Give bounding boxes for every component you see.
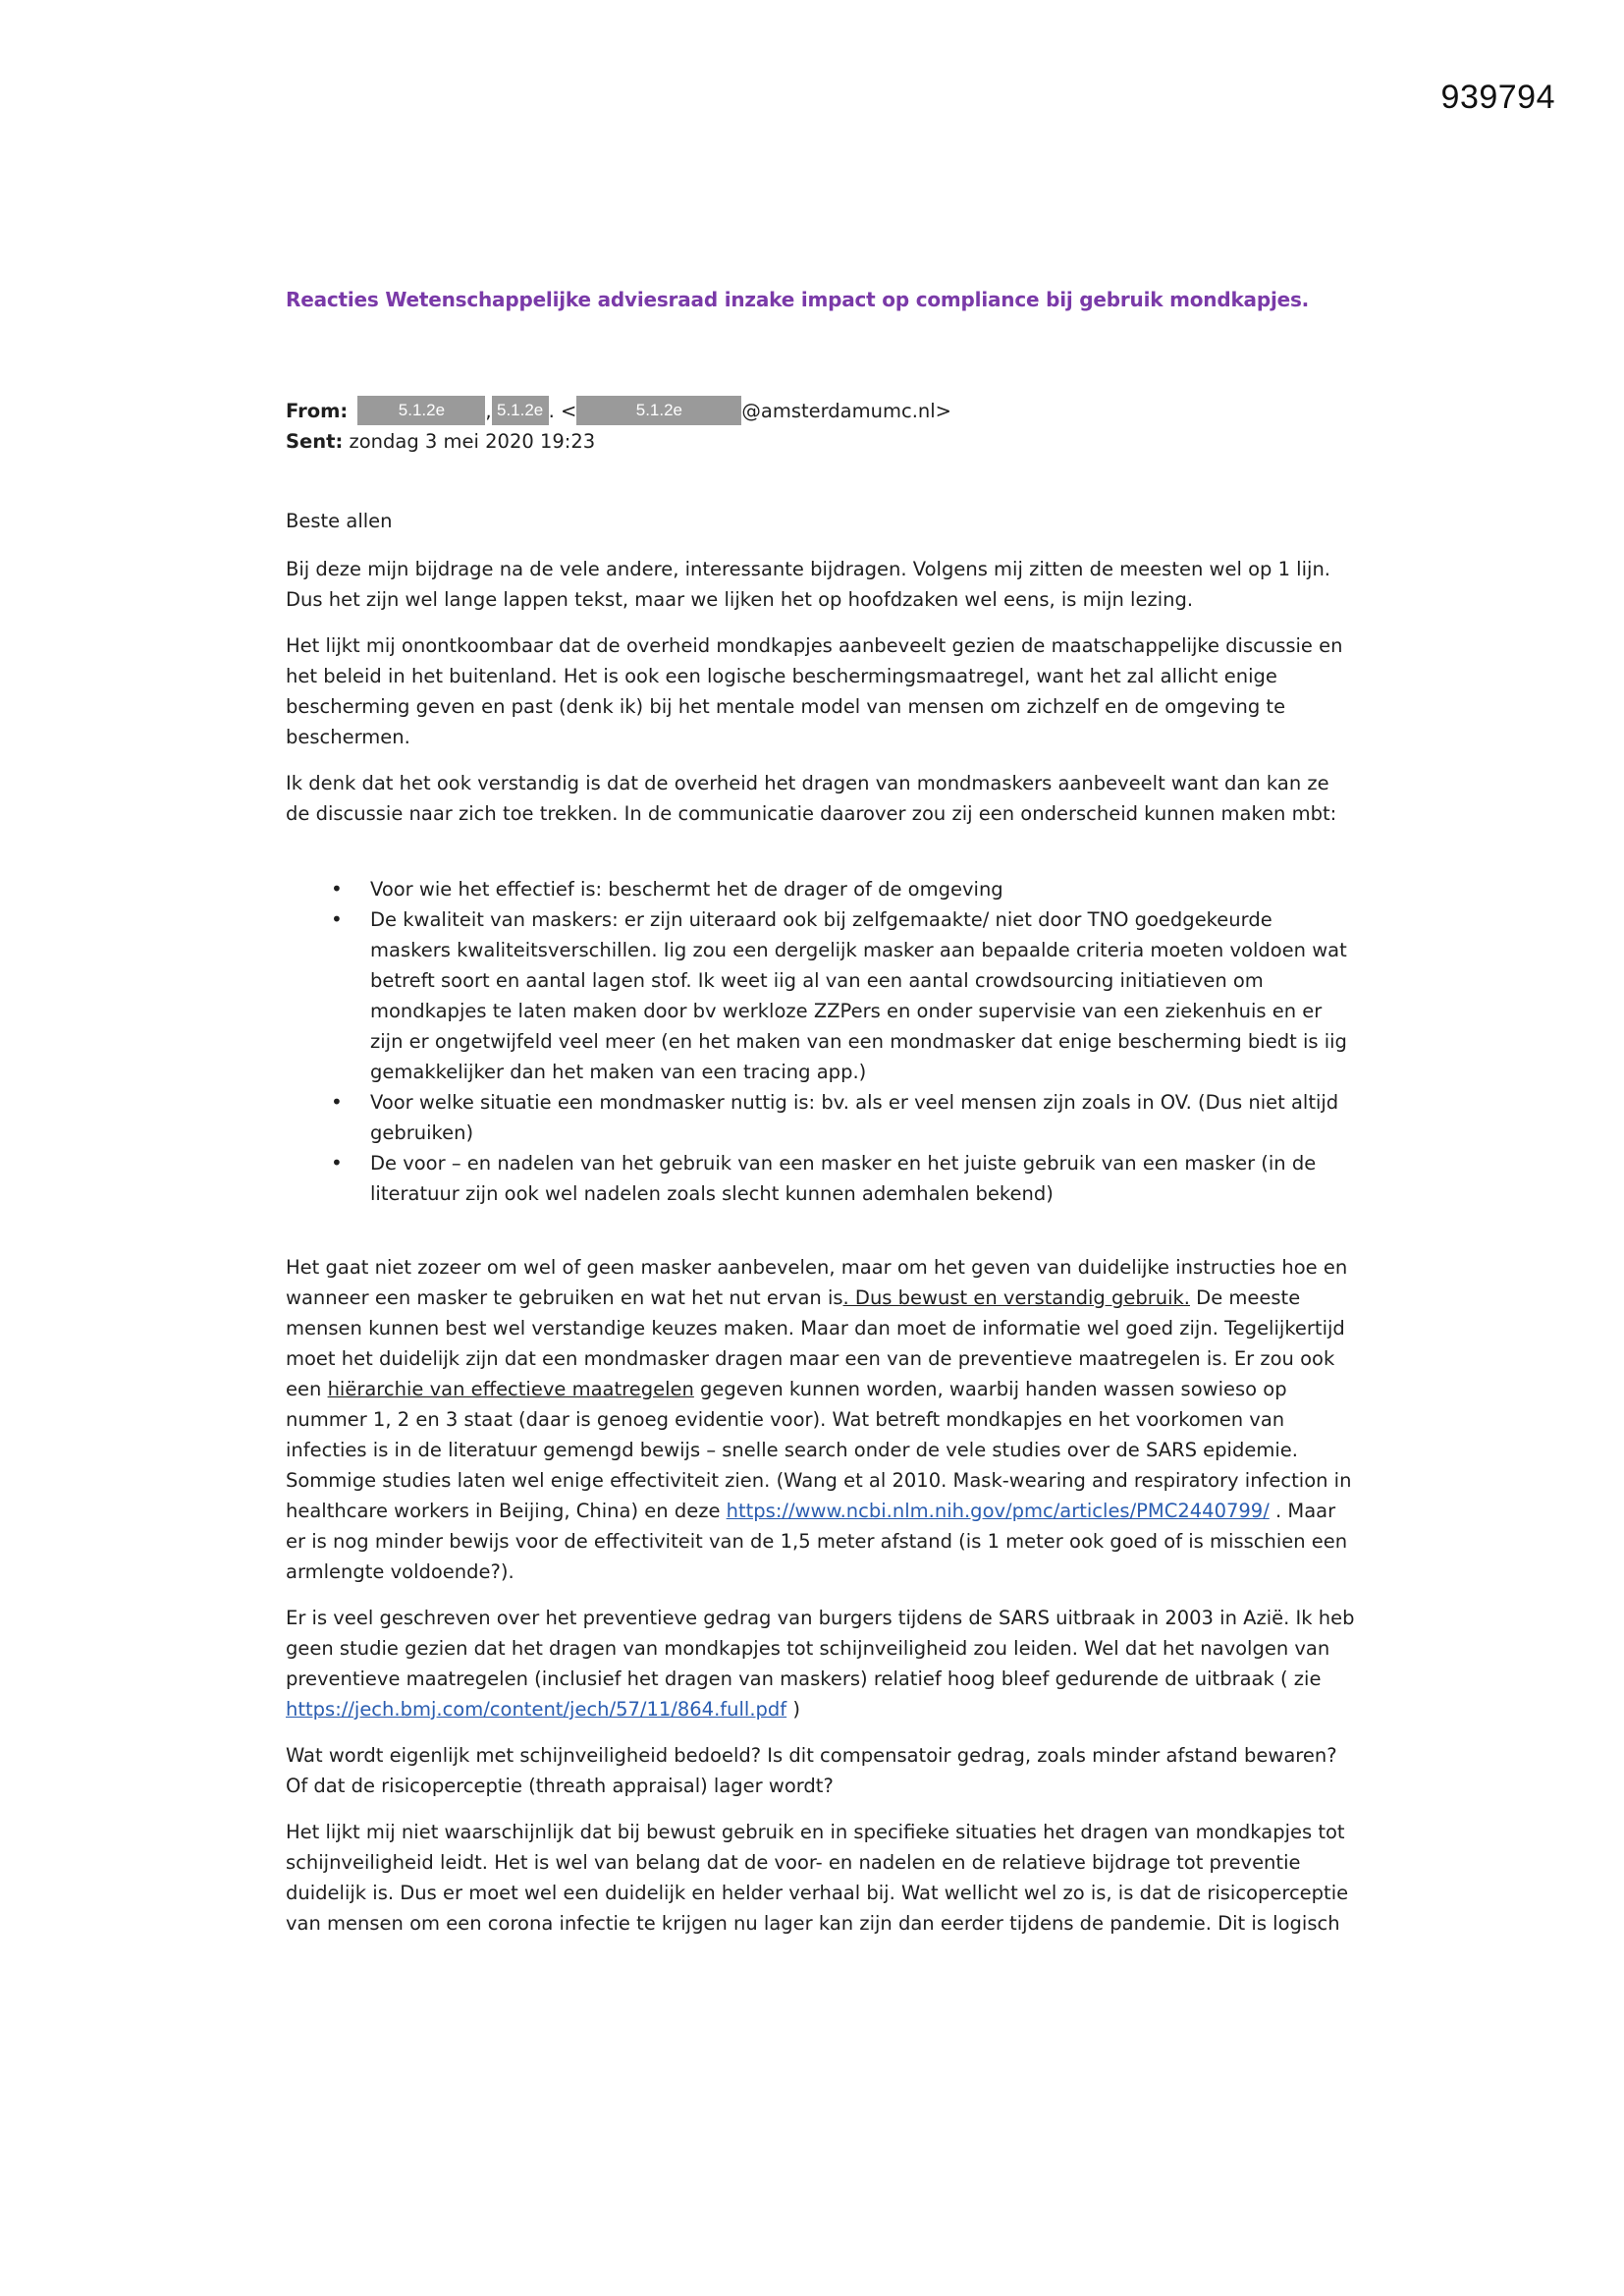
greeting: Beste allen — [286, 510, 393, 532]
paragraph-4 — [286, 1252, 1356, 1587]
paragraph-5 — [286, 1603, 1356, 1724]
from-label: From: — [286, 400, 349, 422]
bullet-item: • De kwaliteit van maskers: er zijn uiteraard ook bij zelfgemaakte/ niet door TNO goedgekeurde maskers kwaliteitsverschillen. Iig zou een dergelijk masker aan bepaalde criteria moeten voldoen wat betreft soort en aantal lagen stof. Ik weet iig al van een aantal crowdsourcing initiatieven om mondkapjes te laten maken door bv werkloze ZZPers en onder supervisie van een ziekenhuis en er zijn er ongetwijfeld veel meer (en het maken van een mondmasker dat enige bescherming biedt is iig gemakkelijker dan het maken van een tracing app.) — [370, 904, 1356, 1087]
redacted-sender-name: 5.1.2e — [357, 396, 485, 425]
paragraph-4-text-c: gegeven kunnen worden, waarbij handen wassen sowieso op nummer 1, 2 en 3 staat (daar is genoeg evidentie voor). Wat betreft mondkapjes en het voorkomen van infecties is in de literatuur gemengd bewijs – snelle search onder de vele studies over de SARS epidemie. Sommige studies laten wel enige effectiviteit zien. (Wang et al 2010. Mask-wearing and respiratory infection in healthcare workers in Beijing, China) en deze — [286, 1378, 1352, 1522]
from-line — [286, 396, 1356, 426]
document-title: Reacties Wetenschappelijke adviesraad inzake impact op compliance bij gebruik mondkapjes. — [286, 288, 1310, 311]
bullet-item: • De voor – en nadelen van het gebruik van een masker en het juiste gebruik van een masker (in de literatuur zijn ook wel nadelen zoals slecht kunnen ademhalen bekend) — [370, 1148, 1356, 1209]
paragraph-4-text-d: . Maar er is nog minder bewijs voor de effectiviteit van de 1,5 meter afstand (is 1 meter ook goed of is misschien een armlengte voldoende?). — [286, 1500, 1348, 1583]
redacted-sender-initial: 5.1.2e — [492, 396, 549, 425]
separator-dot: . < — [548, 400, 577, 422]
jech-link[interactable]: https://jech.bmj.com/content/jech/57/11/864.full.pdf — [286, 1698, 787, 1721]
separator-comma: , — [485, 400, 492, 422]
bullet-list — [286, 874, 1356, 1209]
paragraph-6: Wat wordt eigenlijk met schijnveiligheid bedoeld? Is dit compensatoir gedrag, zoals minder afstand bewaren? Of dat de risicoperceptie (threath appraisal) lager wordt? — [286, 1744, 1337, 1797]
paragraph-3: Ik denk dat het ook verstandig is dat de overheid het dragen van mondmaskers aanbeveelt want dan kan ze de discussie naar zich toe trekken. In de communicatie daarover zou zij een onderscheid kunnen maken mbt: — [286, 772, 1337, 825]
sent-date: zondag 3 mei 2020 19:23 — [349, 430, 596, 453]
paragraph-7: Het lijkt mij niet waarschijnlijk dat bij bewust gebruik en in specifieke situaties het dragen van mondkapjes tot schijnveiligheid leidt. Het is wel van belang dat de voor- en nadelen en de relatieve bijdrage tot preventie duidelijk is. Dus er moet wel een duidelijk en helder verhaal bij. Wat wellicht wel zo is, is dat de risicoperceptie van mensen om een corona infectie te krijgen nu lager kan zijn dan eerder tijdens de pandemie. Dit is logisch — [286, 1821, 1349, 1935]
bullet-item: • Voor welke situatie een mondmasker nuttig is: bv. als er veel mensen zijn zoals in OV. (Dus niet altijd gebruiken) — [370, 1087, 1356, 1148]
paragraph-1: Bij deze mijn bijdrage na de vele andere, interessante bijdragen. Volgens mij zitten de meesten wel op 1 lijn. Dus het zijn wel lange lappen tekst, maar we lijken het op hoofdzaken wel eens, is mijn lezing. — [286, 558, 1330, 611]
document-body — [286, 285, 1356, 1954]
underlined-phrase-hierarchie: hiërarchie van effectieve maatregelen — [327, 1378, 694, 1400]
document-number: 939794 — [1440, 79, 1555, 116]
ncbi-link[interactable]: https://www.ncbi.nlm.nih.gov/pmc/articles/PMC2440799/ — [726, 1500, 1270, 1522]
redacted-email-user: 5.1.2e — [576, 396, 741, 425]
sent-label: Sent: — [286, 430, 344, 453]
paragraph-4-text-a: Het gaat niet zozeer om wel of geen masker aanbevelen, maar om het geven van duidelijke instructies hoe en wanneer een masker te gebruiken en wat het nut ervan is — [286, 1256, 1348, 1309]
paragraph-4-text-b: De meeste mensen kunnen best wel verstandige keuzes maken. Maar dan moet de informatie wel goed zijn. Tegelijkertijd moet het duidelijk zijn dat een mondmasker dragen maar een van de preventieve maatregelen is. Er zou ook een — [286, 1286, 1345, 1400]
sent-line — [286, 426, 1356, 457]
paragraph-2: Het lijkt mij onontkoombaar dat de overheid mondkapjes aanbeveelt gezien de maatschappelijke discussie en het beleid in het buitenland. Het is ook een logische beschermingsmaatregel, want het zal allicht enige bescherming geven en past (denk ik) bij het mentale model van mensen om zichzelf en de omgeving te beschermen. — [286, 634, 1343, 748]
bullet-item: • Voor wie het effectief is: beschermt het de drager of de omgeving — [370, 874, 1356, 904]
email-domain: @amsterdamumc.nl> — [741, 400, 952, 422]
paragraph-5-text-a: Er is veel geschreven over het preventieve gedrag van burgers tijdens de SARS uitbraak in 2003 in Azië. Ik heb geen studie gezien dat het dragen van mondkapjes tot schijnveiligheid zou leiden. Wel dat het navolgen van preventieve maatregelen (inclusief het dragen van maskers) relatief hoog bleef gedurende de uitbraak ( zie — [286, 1607, 1355, 1690]
underlined-phrase-bewust-gebruik: . Dus bewust en verstandig gebruik. — [842, 1286, 1190, 1309]
paragraph-5-text-b: ) — [786, 1698, 800, 1721]
